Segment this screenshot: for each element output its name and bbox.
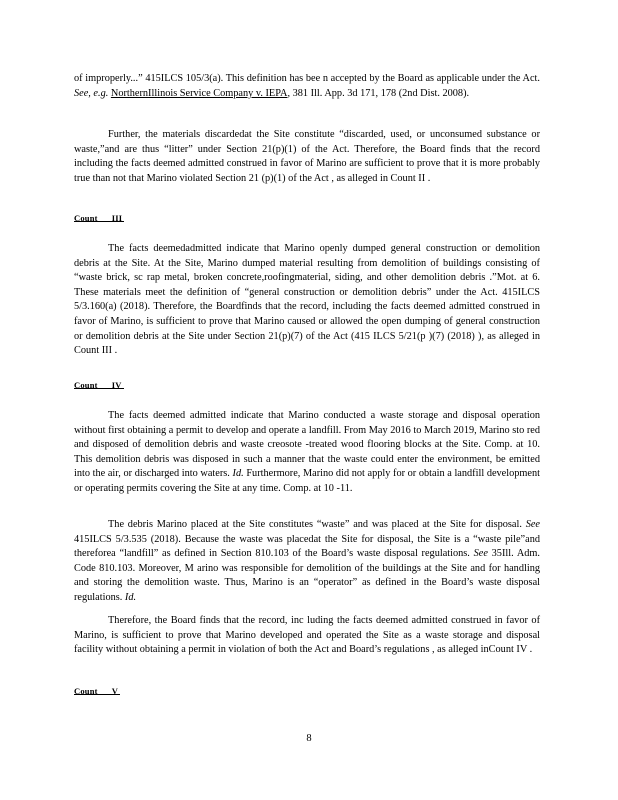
- paragraph-definition: [74, 72, 540, 101]
- paragraph-text: The facts deemed admitted indicate that Marino conducted a waste storage and disposal operation without first obtaining a permit to develop and operate a landfill. From May 2016 to March 2019, Marino sto red and disposed of demolition debris and waste creosote -treated wood flooring blocks at the Site. Comp. at 10. This demolition debris was disposed in such a manner that the waste could enter the environment, be emitted into the air, or discharged into waters.: [74, 410, 540, 480]
- paragraph-text: Furthermore, Marino did not apply for or obtain a landfill development or operating permits covering the Site at any time. Comp. at 10 -11.: [74, 468, 540, 494]
- citation-signal: Id.: [124, 591, 137, 603]
- paragraph-text: The debris Marino placed at the Site constitutes “waste” and was placed at the Site for disposal.: [108, 519, 522, 530]
- paragraph-count-iii: [74, 242, 540, 359]
- count-iii-heading: Count III: [74, 213, 123, 223]
- paragraph-text: 35Ill. Adm. Code 810.103. Moreover, M arino was responsible for demolition of the buildings at the Site and for handling and storing the demolition waste. Thus, Marino is an “operator” as defined in the Board’s waste disposal regulations.: [74, 548, 540, 603]
- count-iv-heading: Count IV: [74, 380, 122, 390]
- citation-signal: See, e.g.: [74, 87, 109, 99]
- citation-signal: See: [473, 548, 488, 560]
- case-citation: , 381 Ill. App. 3d 171, 178 (2nd Dist. 2008).: [287, 87, 470, 99]
- case-name: NorthernIllinois Service Company v. IEPA: [110, 87, 288, 99]
- paragraph-count-iv-finding: [74, 614, 540, 658]
- paragraph-litter-finding: [74, 128, 540, 186]
- paragraph-waste-landfill: [74, 518, 540, 606]
- paragraph-count-iv: [74, 409, 540, 497]
- paragraph-text: Therefore, the Board finds that the record, inc luding the facts deemed admitted construed in favor of Marino, is sufficient to prove that Marino developed and operated the Site as a waste storage and disposal facility without obtaining a permit in violation of both the Act and Board’s regulations , as alleged inCount IV .: [74, 615, 540, 656]
- citation-signal: See: [525, 519, 541, 530]
- page-number: 8: [306, 733, 312, 744]
- paragraph-text: 415ILCS 5/3.535 (2018). Because the waste was placedat the Site for disposal, the Site is a “waste pile”and thereforea “landfill” as defined in Section 810.103 of the Board’s waste disposal regulations.: [74, 533, 540, 560]
- paragraph-text: of improperly...” 415ILCS 105/3(a). This definition has bee n accepted by the Board as applicable under the Act.: [74, 73, 540, 84]
- paragraph-text: The facts deemedadmitted indicate that Marino openly dumped general construction or demolition debris at the Site. At the Site, Marino dumped material resulting from demolition of buildings consisting of “waste brick, sc rap metal, broken concrete,roofingmaterial, siding, and other demolition debris .”Mot. at 6. These materials meet the definition of “general construction or demolition debris” under the Act. 415ILCS 5/3.160(a) (2018). Therefore, the Boardfinds that the record, including the facts deemed admitted construed in favor of Marino, is sufficient to prove that Marino caused or allowed the open dumping of general construction or demolition debris at the Site under Section 21(p)(7) of the Act (415 ILCS 5/21(p )(7) (2018) ), as alleged in Count III .: [74, 243, 540, 357]
- count-v-heading: Count V: [74, 686, 119, 696]
- paragraph-text: Further, the materials discardedat the Site constitute “discarded, used, or unconsumed substance or waste,”and are thus “litter” under Section 21(p)(1) of the Act. Therefore, the Board finds that the record including the facts deemed admitted construed in favor of Marino are sufficient to prove that it is more probably true than not that Marino violated Section 21 (p)(1) of the Act , as alleged in Count II .: [74, 129, 540, 184]
- citation-signal: Id.: [232, 468, 244, 480]
